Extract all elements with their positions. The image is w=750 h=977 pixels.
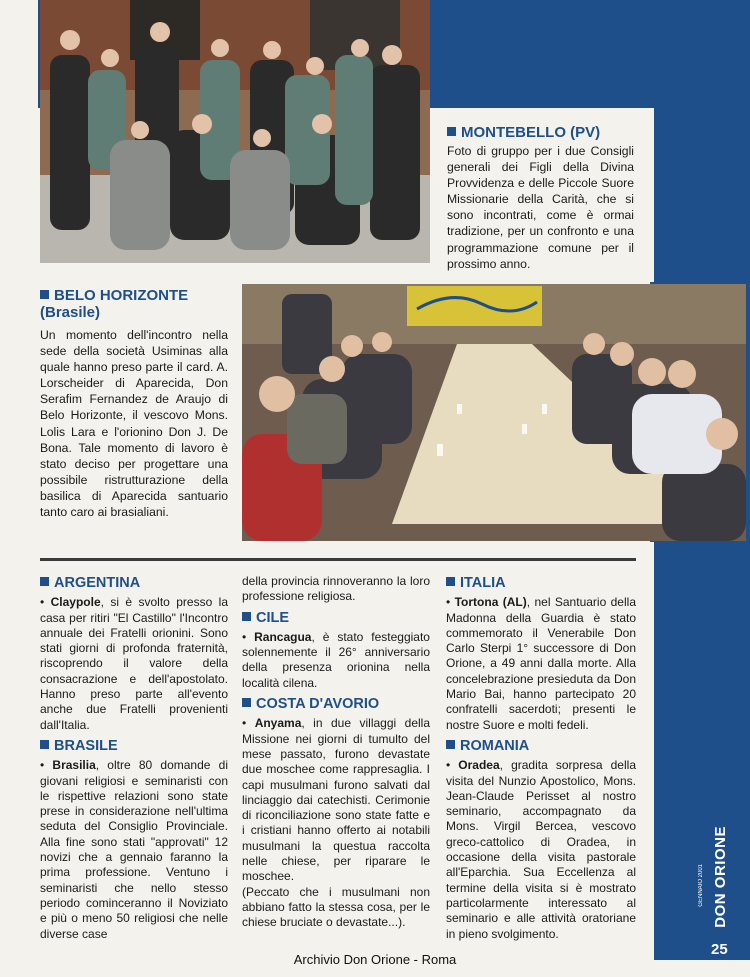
brasile-text: , oltre 80 domande di giovani religiosi e seminaristi con le rispettive relazioni sono state prese in considerazione nell'ultima seduta del Consiglio Provinciale. Alla fine sono stati "approvati" 12 novizi che a gennaio faranno la prima professione. Ventuno i seminaristi che nello stesso periodo cominceranno il Noviziato e più o meno 50 religiosi che nelle diverse case [40,758,228,941]
italia-heading [446,576,636,591]
montebello-heading [447,124,600,141]
heading-square-icon [40,577,49,586]
montebello-title: MONTEBELLO (PV) [461,124,601,141]
belo-subtitle: (Brasile) [40,304,101,321]
cile-title: CILE [256,609,290,626]
argentina-text: , si è svolto presso la casa per ritiri "El Castillo" l'Incontro annuale dei Fratelli orionini. Sono stati giorni di profonda fraternità, riscoprendo il valore della consacrazione e dell'apostolato. Hanno preso parte all'evento anche due Fratelli provenienti dall'Italia. [40,595,228,732]
italia-title: ITALIA [460,575,506,591]
heading-square-icon [242,698,251,707]
heading-square-icon [446,740,455,749]
cile-place: Rancagua [254,629,312,644]
heading-square-icon [242,612,251,621]
section-divider [40,558,636,561]
costa-paragraph: • Anyama, in due villaggi della Missione nei giorni di tumulto del mese passato, furono devastate due moschee come rappresaglia. I capi musulmani furono salvati dal linciaggio dai catechisti. Cerimonie di riconciliazione sono state fatte e i cristiani hanno offerto ai notabili musulmani la questua raccolta nelle chiese, per riparare le moschee. [242,716,430,884]
romania-place: Oradea [458,758,500,773]
belo-meeting-photo [242,284,746,541]
costa-heading [242,697,430,712]
argentina-place: Claypole [50,595,101,610]
montebello-group-photo [40,0,430,263]
page-number: 25 [711,941,728,958]
romania-paragraph: • Oradea, gradita sorpresa della visita del Nunzio Apostolico, Mons. Jean-Claude Perisset al nostro seminario, accompagnato da Mons. Virgil Bercea, vescovo greco-cattolico di Oradea, in occasione della visita pastorale all'Eparchia. Sua Eccellenza al termine della visita si è mostrato particolarmente interessato al seminario e alle attività oratoriane in pieno svolgimento. [446,758,636,941]
news-column-2 [242,574,430,931]
issue-date: GENNAIO 2001 [698,864,704,907]
italia-place: Tortona (AL) [454,595,527,610]
brasile-heading [40,739,228,754]
archive-footer: Archivio Don Orione - Roma [293,952,457,967]
magazine-brand: DON ORIONE [712,826,729,928]
brasile-title: BRASILE [54,737,118,754]
heading-square-icon [40,290,49,299]
costa-note: (Peccato che i musulmani non abbiano fatto la stessa cosa, per le chiese bruciate o devastate...). [242,884,430,930]
montebello-text: Foto di gruppo per i due Consigli generali dei Figli della Divina Provvidenza e delle Piccole Suore Missionarie della Carità, che si sono incontrati, come è ormai tradizione, per un confronto e una programmazione comune per il prossimo anno. [447,144,634,271]
heading-square-icon [40,740,49,749]
romania-heading [446,739,636,754]
costa-place: Anyama [254,716,302,731]
belo-text: Un momento dell'incontro nella sede della società Usiminas alla quale hanno preso parte il card. A. Lorscheider di Aparecida, Don Serafim Fernandez de Araujo di Belo Horizonte, il vescovo Mons. Lolis Lara e l'orionino Don J. De Bona. Tale momento di lavoro è stato deciso per progettare una possibile ristrutturazione della basilica di Aparecida santuario tanto caro ai brasialiani. [40,328,228,520]
italia-paragraph: • Tortona (AL), nel Santuario della Madonna della Guardia è stato commemorato il Venerabile Don Carlo Sterpi 1° successore di Don Orione, a 49 anni dalla morte. Alla concelebrazione presieduta da Don Mario Bai, hanno partecipato 20 confratelli sacerdoti; presenti le nostre Suore e molti fedeli. [446,595,636,732]
romania-text: , gradita sorpresa della visita del Nunzio Apostolico, Mons. Jean-Claude Perisset al nostro seminario, accompagnato da Mons. Virgil Bercea, vescovo greco-cattolico di Oradea, in occasione della visita pastorale all'Eparchia. Sua Eccellenza al termine della visita si è mostrato particolarmente interessato al seminario e alle attività oratoriane in pieno svolgimento. [446,758,636,941]
belo-title: BELO HORIZONTE [54,287,189,304]
heading-square-icon [447,127,456,136]
argentina-paragraph: • Claypole, si è svolto presso la casa per ritiri "El Castillo" l'Incontro annuale dei Fratelli orionini. Sono stati giorni di profonda fraternità, riscoprendo il valore della consacrazione e dell'apostolato. Hanno preso parte all'evento anche due Fratelli provenienti dall'Italia. [40,595,228,732]
costa-title: COSTA D'AVORIO [256,696,380,713]
brasile-paragraph: • Brasilia, oltre 80 domande di giovani religiosi e seminaristi con le rispettive relazioni sono state prese in considerazione nell'ultima seduta del Consiglio Provinciale. Alla fine sono stati "approvati" 12 novizi che a gennaio faranno la prima professione. Ventuno i seminaristi che nello stesso periodo cominceranno il Noviziato e più o meno 50 religiosi che nelle diverse case [40,758,228,941]
cile-paragraph: • Rancagua, è stato festeggiato solennemente il 26° anniversario della presenza orionina nella località cilena. [242,629,430,690]
argentina-heading [40,576,228,591]
cile-heading [242,611,430,626]
brasile-place: Brasilia [52,758,96,773]
romania-title: ROMANIA [460,737,530,754]
cile-text: , è stato festeggiato solennemente il 26° anniversario della presenza orionina nella località cilena. [242,629,430,690]
costa-text: , in due villaggi della Missione nei giorni di tumulto del mese passato, furono devastate due moschee come rappresaglia. I capi musulmani furono salvati dal linciaggio dai catechisti. Cerimonie di riconciliazione sono state fatte e i cristiani hanno offerto ai notabili musulmani la questua raccolta nelle chiese, per riparare le moschee. [242,716,430,884]
italia-text: , nel Santuario della Madonna della Guardia è stato commemorato il Venerabile Don Carlo Sterpi 1° successore di Don Orione, a 49 anni dalla morte. Alla concelebrazione presieduta da Don Mario Bai, hanno partecipato 20 confratelli sacerdoti; presenti le nostre Suore e molti fedeli. [446,595,636,732]
news-column-1 [40,570,228,942]
belo-heading [40,287,188,321]
heading-square-icon [446,577,455,586]
news-column-3 [446,570,636,942]
argentina-title: ARGENTINA [54,575,141,591]
brasile-continuation: della provincia rinnoveranno la loro professione religiosa. [242,574,430,604]
